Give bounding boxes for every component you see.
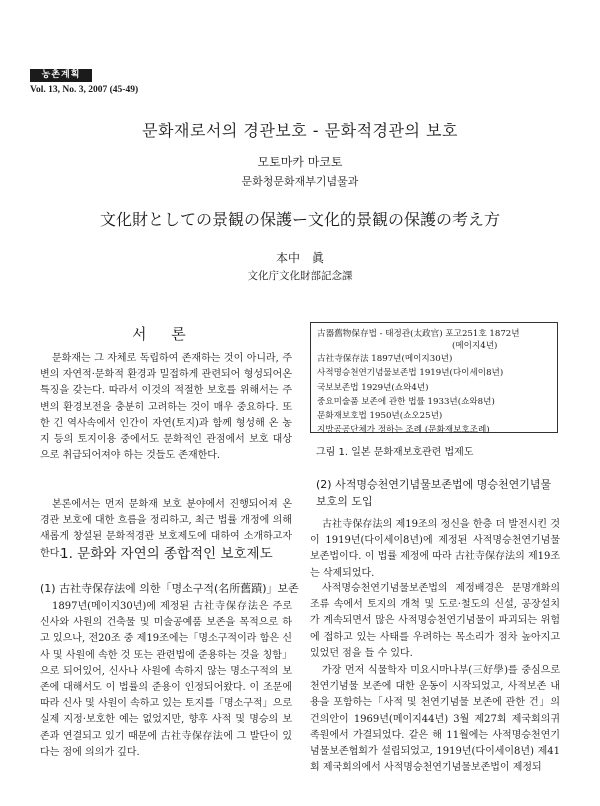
japanese-affiliation: 文化庁文化財部記念課	[247, 270, 353, 282]
japanese-author: 本中 眞	[275, 251, 324, 265]
journal-logo: 농촌계획	[30, 69, 92, 82]
japanese-title: 文化財としての景観の保護ー文化的景観の保護の考え方	[99, 210, 500, 229]
figure-1-line: 사적명승천연기념물보존법 1919년(다이세이8년)	[317, 368, 504, 379]
intro-paragraph-1: 문화재는 그 자체로 독립하여 존재하는 것이 아니라, 주변의 자연적·문화적 환경과 밀접하게 관련되어 형성되어온 특징을 갖는다. 따라서 이것의 적절한 보호를 위해서는 주변의 환경보전을 충분히 고려하는 것이 매우 중요하다. 또한 긴 역사속에서 인간이 자연(토지)과 함께 형성해 온 농지 등의 토지이용 중에서도 문화적인 관점에서 보호 대상으로 취급되어져야 하는 것들도 존재한다.	[40, 353, 292, 462]
figure-1-line: 지방공공단체가 정하는 조례 (문화재보호조례)	[317, 425, 490, 436]
korean-author: 모토마카 마코토	[257, 155, 343, 169]
figure-1-line: 古器舊物保存법 - 태정관(太政官) 포고251호 1872년	[317, 329, 520, 339]
intro-paragraph-2: 본론에서는 먼저 문화재 보호 분야에서 진행되어져 온 경관 보호에 대한 흐름을 정리하고, 최근 법률 개정에 의해 새롭게 창설된 문화적경관 보호제도에 대하여 소개하고자 한다.	[40, 499, 292, 559]
figure-1-line: 문화재보호법 1950년(쇼오25년)	[317, 411, 443, 422]
figure-1-line: 중요미술품 보존에 관한 법률 1933년(쇼와8년)	[317, 396, 495, 407]
volume-info: Vol. 13, No. 3, 2007 (45-49)	[30, 85, 139, 95]
section-2-paragraph-1: 古社寺保存法의 제19조의 정신을 한층 더 발전시킨 것이 1919년(다이세이8년)에 제정된 사적명승천연기념물보존법이다. 이 법률 제정에 따라 古社寺保存法의 제19조는 삭제되었다.	[310, 519, 560, 579]
section-2-paragraph-2: 사적명승천연기념물보존법의 제정배경은 문명개화의 조류 속에서 토지의 개척 및 도로·철도의 신설, 공장설치가 계속되면서 많은 사적명승천연기념물이 파괴되는 위험에 접하고 있는 사태를 우려하는 목소리가 점차 높아지고 있었던 점을 들 수 있다.	[310, 583, 560, 659]
korean-title: 문화재로서의 경관보호 - 문화적경관의 보호	[142, 121, 458, 140]
section-2-paragraph-3: 가장 먼저 식물학자 미요시마나부(三好學)를 중심으로 천연기념물 보존에 대한 운동이 시작되었고, 사적보존 내용을 포함하는「사적 및 천연기념물 보존에 관한 건」의 건의안이 1969년(메이지44년) 3월 제27회 제국회의귀족원에서 가결되었다. 같은 해 11월에는 사적명승천연기념물보존협회가 설립되었고, 1919년(다이세이8년) 제41회 제국회의에서 사적명승천연기념물보존법이 제정되	[310, 665, 560, 774]
section-1-heading: 1. 문화와 자연의 종합적인 보호제도	[60, 546, 273, 562]
figure-1-line: 古社寺保存法 1897년(메이지30년)	[317, 354, 453, 365]
intro-heading: 서 론	[132, 325, 196, 343]
figure-1-line: (메이지4년)	[452, 341, 498, 352]
section-1-paragraph: 1897년(메이지30년)에 제정된 古社寺保存法은 주로 신사와 사원의 건축물 및 미술공예품 보존을 목적으로 하고 있으나, 전20조 중 제19조에는「명소구적이라 함은 신사 및 사원에 속한 것 또는 관련법에 준용하는 것을 칭함」으로 되어있어, 신사나 사원에 속하지 않는 명소구적의 보존에 대해서도 이 법률의 준용이 인정되어왔다. 이 조문에 따라 신사 및 사원이 속하고 있는 토지를「명소구적」으로 실제 지정·보호한 예는 없었지만, 향후 사적 및 명승의 보존과 연결되고 있기 때문에 古社寺保存法에 그 발단이 있다는 점에 의의가 깊다.	[40, 601, 292, 758]
korean-affiliation: 문화청문화재부기념물과	[241, 175, 359, 188]
figure-1-box	[310, 322, 558, 436]
figure-1-caption: 그림 1. 일본 문화재보호관련 법제도	[316, 447, 474, 458]
section-2-subheading: (2) 사적명승천연기념물보존법에 명승천연기념물 보호의 도입	[316, 478, 552, 508]
section-1-subheading: (1) 古社寺保存法에 의한「명소구적(名所舊蹟)」보존	[40, 582, 299, 595]
figure-1-line: 국보보존법 1929년(쇼와4년)	[317, 382, 429, 393]
